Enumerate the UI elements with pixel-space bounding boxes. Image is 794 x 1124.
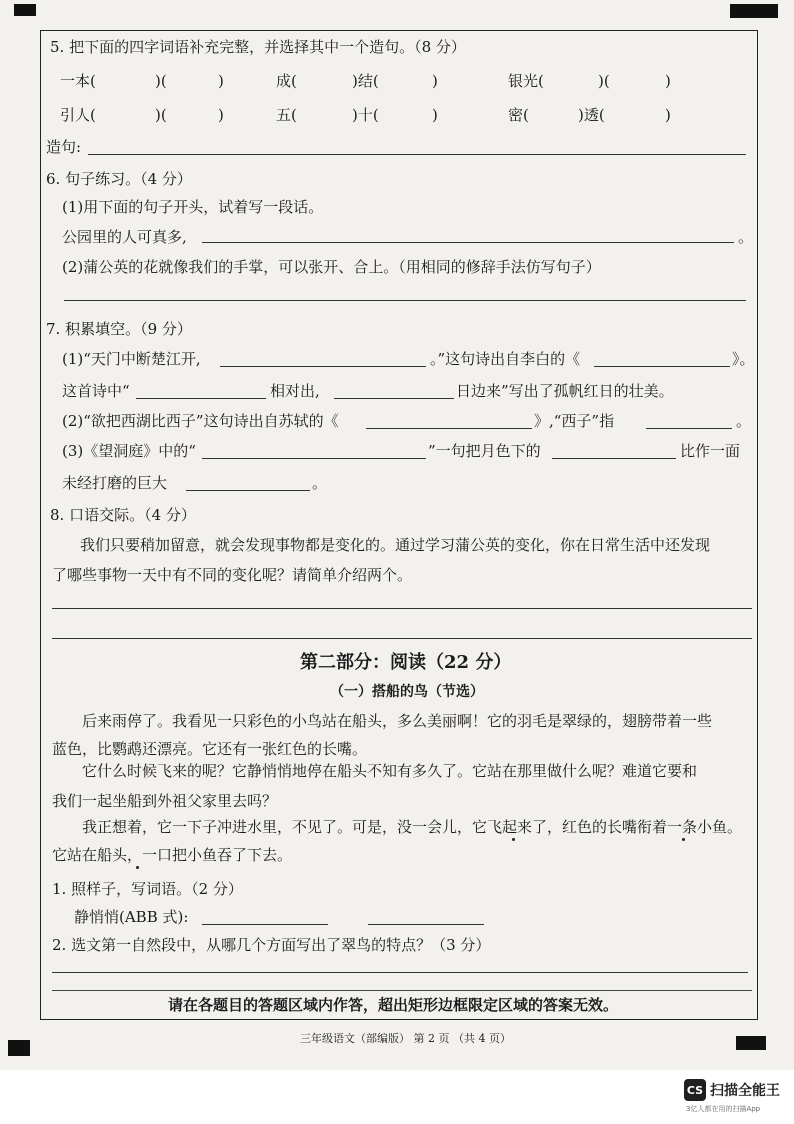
q5-row2-item2-a: 五( — [276, 106, 297, 124]
q7-blank-2[interactable] — [594, 366, 730, 367]
q5-row2-item1-a: 引人( — [60, 106, 96, 124]
q7-line4-a: (3)《望洞庭》中的“ — [62, 442, 196, 460]
notice-divider — [52, 990, 752, 991]
q7-blank-1[interactable] — [220, 366, 426, 367]
q6-part1-end: 。 — [738, 228, 754, 246]
reading-q1-blank-2[interactable] — [368, 924, 484, 925]
q5-row2-item2-c: ) — [432, 106, 438, 124]
passage-para3-line1: 我正想着，它一下子冲进水里，不见了。可是，没一会儿，它飞起来了，红色的长嘴衔着一条小鱼。 — [82, 818, 743, 836]
q8-answer-line-1[interactable] — [52, 608, 752, 609]
q7-line2-a: 这首诗中“ — [62, 382, 130, 400]
q7-line4-b: ”一句把月色下的 — [428, 442, 541, 460]
q7-blank-7[interactable] — [202, 458, 426, 459]
q5-row2-item3-c: ) — [665, 106, 671, 124]
answer-area-notice: 请在各题目的答题区域内作答，超出矩形边框限定区域的答案无效。 — [168, 996, 619, 1014]
q5-row1-item3-c: ) — [665, 72, 671, 90]
q8-prompt-line2: 了哪些事物一天中有不同的变化呢？请简单介绍两个。 — [52, 566, 413, 584]
q5-row1-item2-b: )结( — [352, 72, 379, 90]
emphasis-dot — [682, 838, 685, 841]
q5-row2-item1-b: )( — [155, 106, 167, 124]
q7-line3-c: 。 — [736, 412, 752, 430]
q5-row1-item1-c: ) — [218, 72, 224, 90]
q6-part2-instruction: (2)蒲公英的花就像我们的手掌，可以张开、合上。（用相同的修辞手法仿写句子） — [62, 258, 601, 276]
reading-q1-blank-1[interactable] — [202, 924, 328, 925]
corner-marker-top-left — [14, 4, 36, 16]
q7-line5-a: 未经打磨的巨大 — [62, 474, 168, 492]
q6-part1-instruction: (1)用下面的句子开头，试着写一段话。 — [62, 198, 324, 216]
q5-sentence-answer-line[interactable] — [88, 154, 746, 155]
q5-row1-item1-a: 一本( — [60, 72, 96, 90]
q7-blank-3[interactable] — [136, 398, 266, 399]
q7-line3-b: 》,“西子”指 — [534, 412, 615, 430]
q7-title: 7. 积累填空。（9 分） — [46, 320, 192, 338]
q7-line5-b: 。 — [312, 474, 328, 492]
part2-heading: 第二部分：阅读（22 分） — [300, 652, 512, 673]
passage-para2-line1: 它什么时候飞来的呢？它静悄悄地停在船头不知有多久了。它站在那里做什么呢？难道它要和 — [82, 762, 698, 780]
corner-marker-top-right — [730, 4, 778, 18]
q7-blank-8[interactable] — [552, 458, 676, 459]
q7-blank-5[interactable] — [366, 428, 532, 429]
camscanner-tagline: 3亿人都在用的扫描App — [686, 1105, 761, 1113]
q5-row1-item3-a: 银光( — [508, 72, 544, 90]
q5-row1-item3-b: )( — [598, 72, 610, 90]
emphasis-dot — [136, 866, 139, 869]
passage-para3-line2: 它站在船头，一口把小鱼吞了下去。 — [52, 846, 293, 864]
q5-row1-item1-b: )( — [155, 72, 167, 90]
passage-para2-line2: 我们一起坐船到外祖父家里去吗？ — [52, 792, 278, 810]
emphasis-dot — [512, 838, 515, 841]
q7-blank-6[interactable] — [646, 428, 732, 429]
q5-row2-item1-c: ) — [218, 106, 224, 124]
q5-title: 5. 把下面的四字词语补充完整，并选择其中一个造句。（8 分） — [50, 38, 466, 56]
q8-prompt-line1: 我们只要稍加留意，就会发现事物都是变化的。通过学习蒲公英的变化，你在日常生活中还发现 — [80, 536, 711, 554]
q6-part1-answer-line[interactable] — [202, 242, 734, 243]
reading-q1: 1. 照样子，写词语。（2 分） — [52, 880, 243, 898]
q7-blank-9[interactable] — [186, 490, 310, 491]
q6-part1-start: 公园里的人可真多, — [62, 228, 187, 246]
q8-title: 8. 口语交际。（4 分） — [50, 506, 196, 524]
passage-para1-line1: 后来雨停了。我看见一只彩色的小鸟站在船头，多么美丽啊！它的羽毛是翠绿的，翅膀带着一些 — [82, 712, 713, 730]
reading-q2-answer-line[interactable] — [52, 972, 748, 973]
q5-sentence-label: 造句: — [46, 138, 82, 156]
q5-row2-item3-b: )透( — [578, 106, 605, 124]
q5-row2-item3-a: 密( — [508, 106, 529, 124]
q6-part2-answer-line[interactable] — [64, 300, 746, 301]
part2-subheading: （一）搭船的鸟（节选） — [330, 684, 484, 700]
reading-q2: 2. 选文第一自然段中，从哪几个方面写出了翠鸟的特点？（3 分） — [52, 936, 491, 954]
q7-line2-b: 相对出, — [270, 382, 320, 400]
camscanner-name: 扫描全能王 — [710, 1083, 780, 1099]
q7-line1-b: 。”这句诗出自李白的《 — [430, 350, 581, 368]
camscanner-logo-icon: CS — [684, 1079, 706, 1101]
page-footer: 三年级语文（部编版） 第 2 页 （共 4 页） — [300, 1032, 511, 1045]
q7-line4-c: 比作一面 — [680, 442, 741, 460]
corner-marker-bottom-right — [736, 1036, 766, 1050]
q7-line1-a: (1)“天门中断楚江开, — [62, 350, 201, 368]
q6-title: 6. 句子练习。（4 分） — [46, 170, 192, 188]
q5-row1-item2-c: ) — [432, 72, 438, 90]
q7-line1-c: 》。 — [732, 350, 755, 368]
q7-line3-a: (2)“欲把西湖比西子”这句诗出自苏轼的《 — [62, 412, 339, 430]
q5-row1-item2-a: 成( — [276, 72, 297, 90]
q7-blank-4[interactable] — [334, 398, 454, 399]
q8-answer-line-2[interactable] — [52, 638, 752, 639]
q7-line2-c: 日边来”写出了孤帆红日的壮美。 — [456, 382, 674, 400]
q5-row2-item2-b: )十( — [352, 106, 379, 124]
passage-para1-line2: 蓝色，比鹦鹉还漂亮。它还有一张红色的长嘴。 — [52, 740, 368, 758]
reading-q1-example: 静悄悄(ABB 式): — [74, 908, 189, 926]
corner-marker-bottom-left — [8, 1040, 30, 1056]
